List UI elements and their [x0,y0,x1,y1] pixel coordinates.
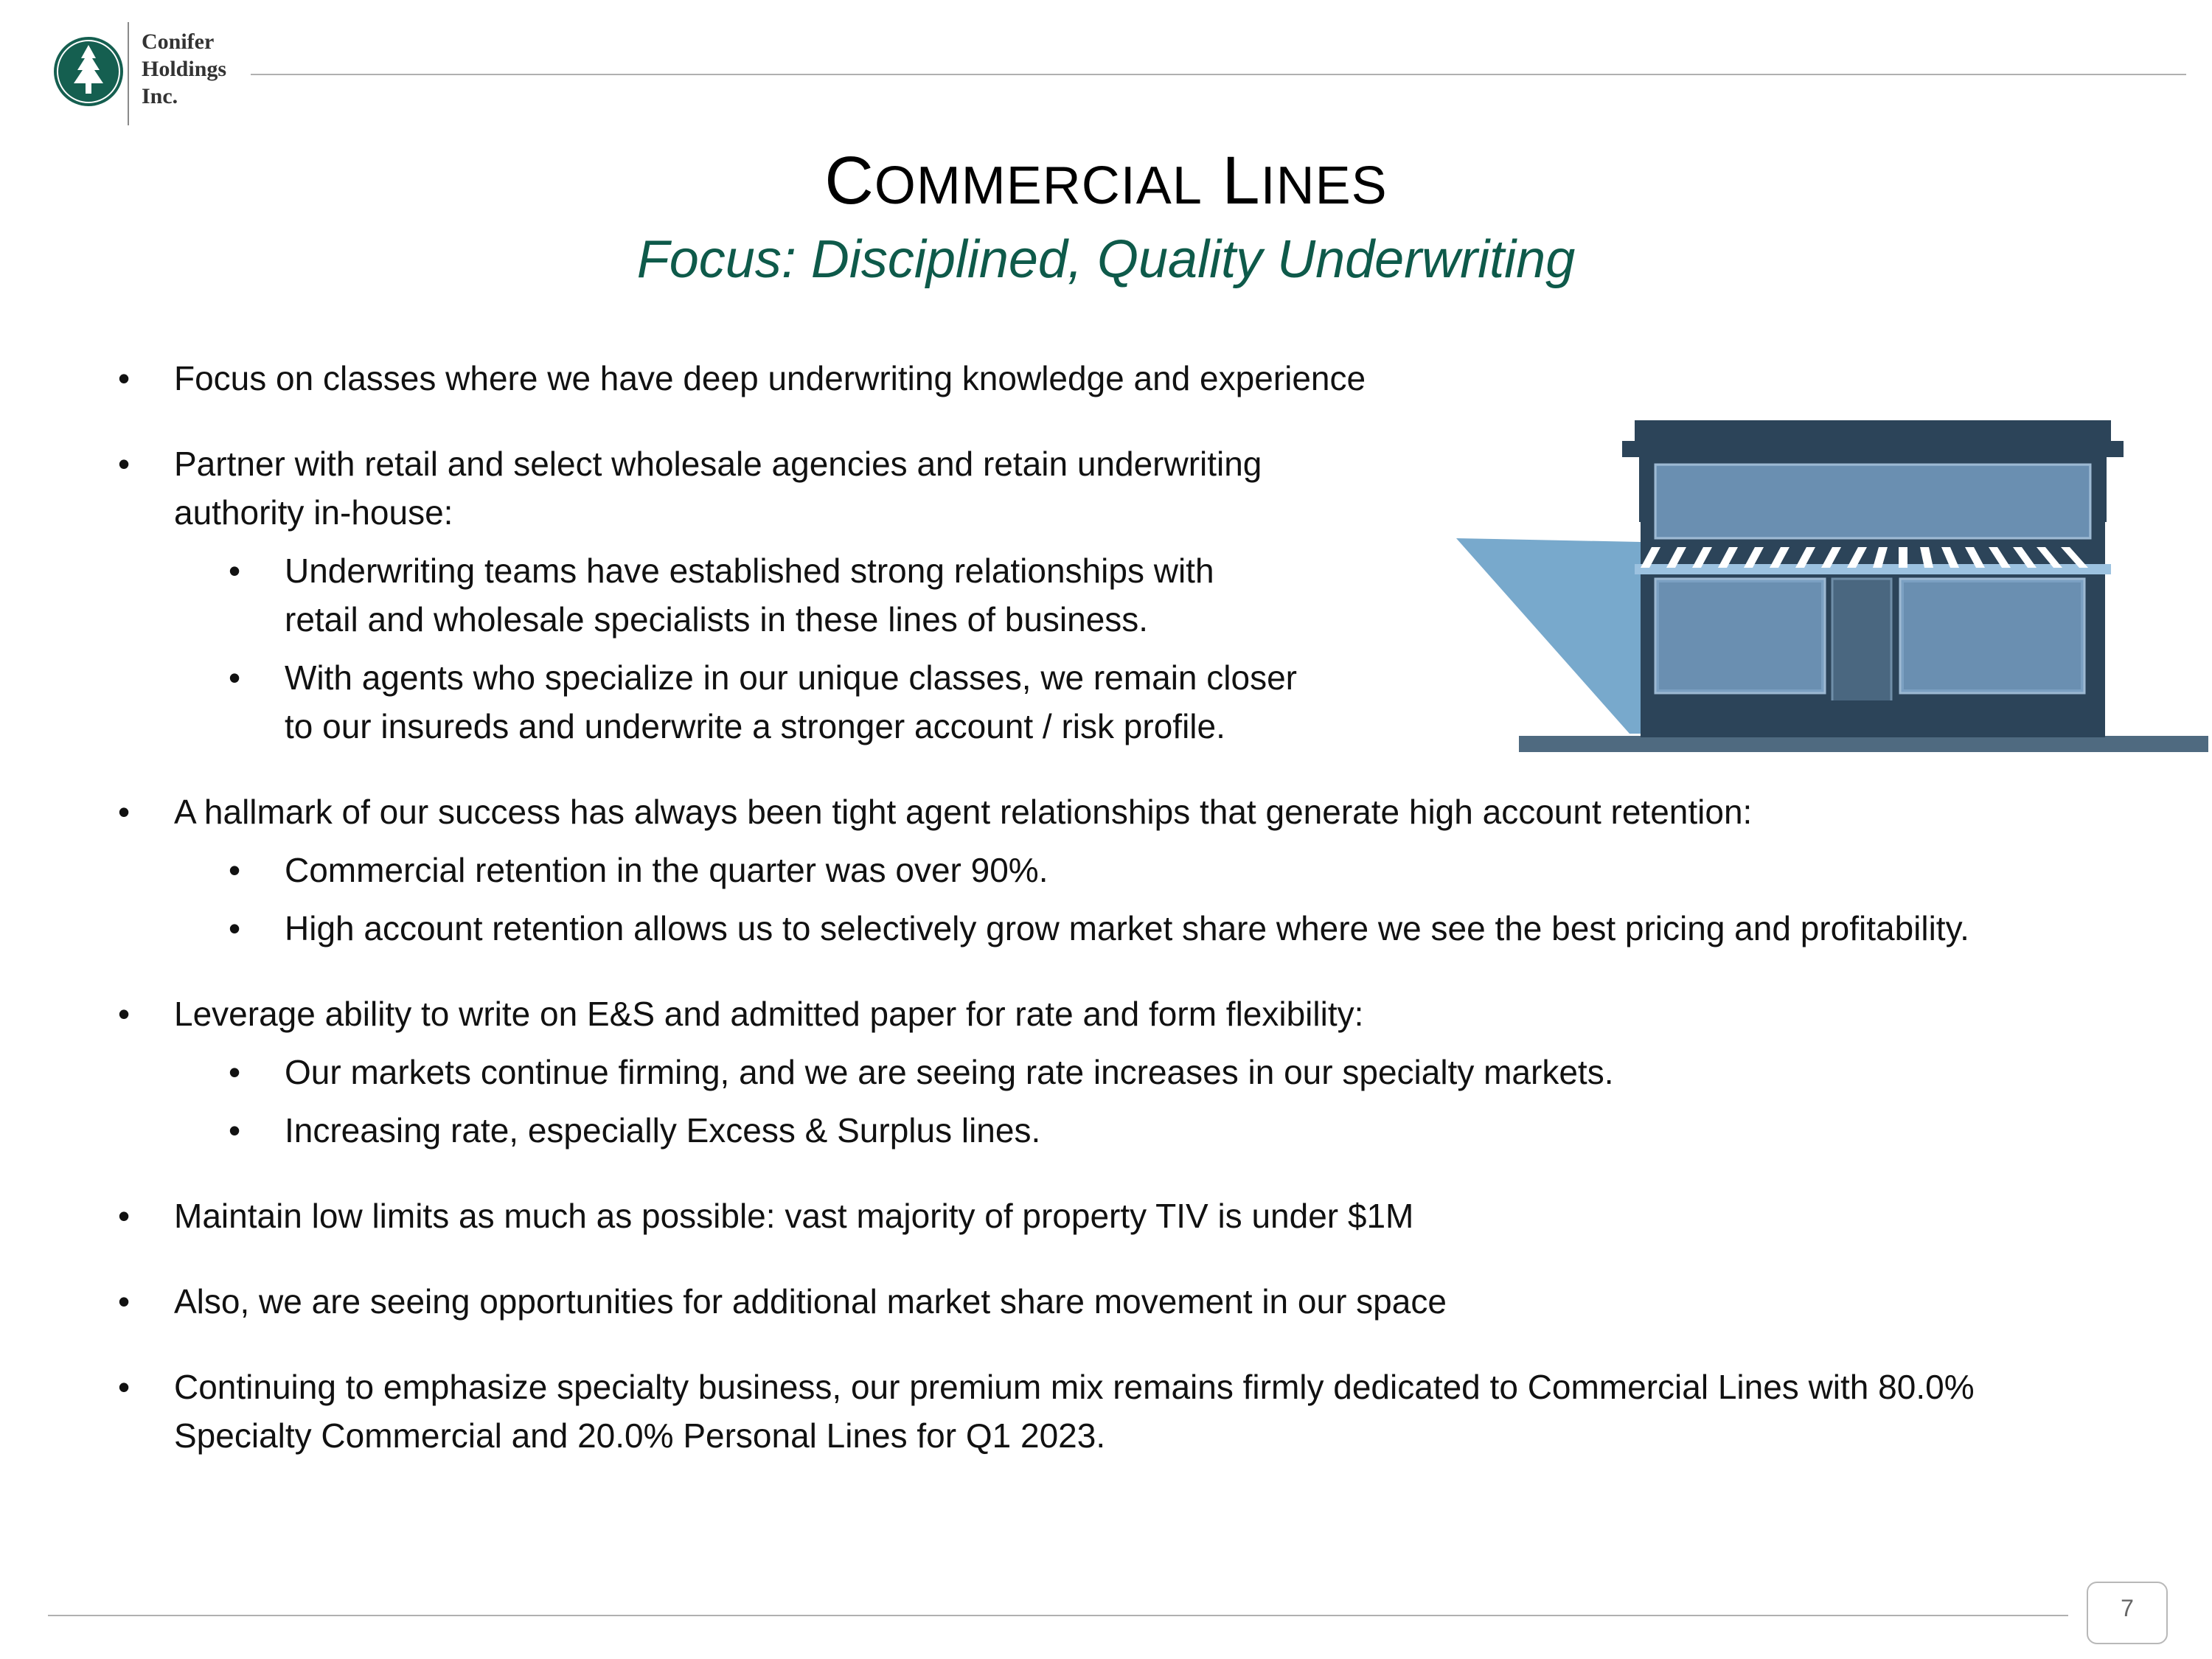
logo-line-3: Inc. [142,84,178,108]
logo-line-1: Conifer [142,29,215,54]
footer-rule [48,1615,2068,1616]
bullet-partner: • Partner with retail and select wholesale agencies and retain underwriting authority in-house: [118,439,1295,537]
sub-bullet-market-share: • High account retention allows us to selectively grow market share where we see the best pricing and profitability. [118,904,2098,953]
page-number: 7 [2121,1595,2134,1621]
slide-subtitle: Focus: Disciplined, Quality Underwriting [636,230,1576,289]
bullet-premium-mix: • Continuing to emphasize specialty business, our premium mix remains firmly dedicated to Commercial Lines with 80.0% Specialty Commercial and 20.0% Personal Lines for Q1 2023. [118,1363,2017,1460]
logo-text [142,28,226,110]
sub-bullet-underwriting-teams: • Underwriting teams have established strong relationships with retail and wholesale specialists in these lines of business. [118,546,1280,644]
sub-bullet-markets-firming: • Our markets continue firming, and we are seeing rate increases in our specialty markets. [118,1048,2035,1096]
bullet-low-limits: • Maintain low limits as much as possible: vast majority of property TIV is under $1M [118,1192,2035,1240]
bullet-leverage: • Leverage ability to write on E&S and admitted paper for rate and form flexibility: [118,990,2035,1038]
title-initial-2: L [1222,143,1261,218]
title-initial-1: C [824,143,874,218]
sub-bullet-increasing-rate: • Increasing rate, especially Excess & Surplus lines. [118,1106,2035,1155]
slide-title [0,140,2212,226]
bullet-list [118,354,2035,1460]
bullet-classes: • Focus on classes where we have deep underwriting knowledge and experience [118,354,2035,403]
slide-header [0,140,2212,293]
sub-bullet-specialized-agents: • With agents who specialize in our unique classes, we remain closer to our insureds and underwrite a stronger account / risk profile. [118,653,1302,751]
bullet-opportunities: • Also, we are seeing opportunities for additional market share movement in our space [118,1277,2035,1326]
sub-bullet-retention: • Commercial retention in the quarter was over 90%. [118,846,2035,894]
logo-line-2: Holdings [142,57,227,81]
pine-tree-icon [52,35,125,108]
title-rest-2: INES [1260,156,1388,215]
title-rest-1: OMMERCIAL [874,156,1203,215]
header-rule [251,74,2186,75]
bullet-hallmark: • A hallmark of our success has always been tight agent relationships that generate high account retention: [118,787,2035,836]
logo-divider [128,22,129,125]
